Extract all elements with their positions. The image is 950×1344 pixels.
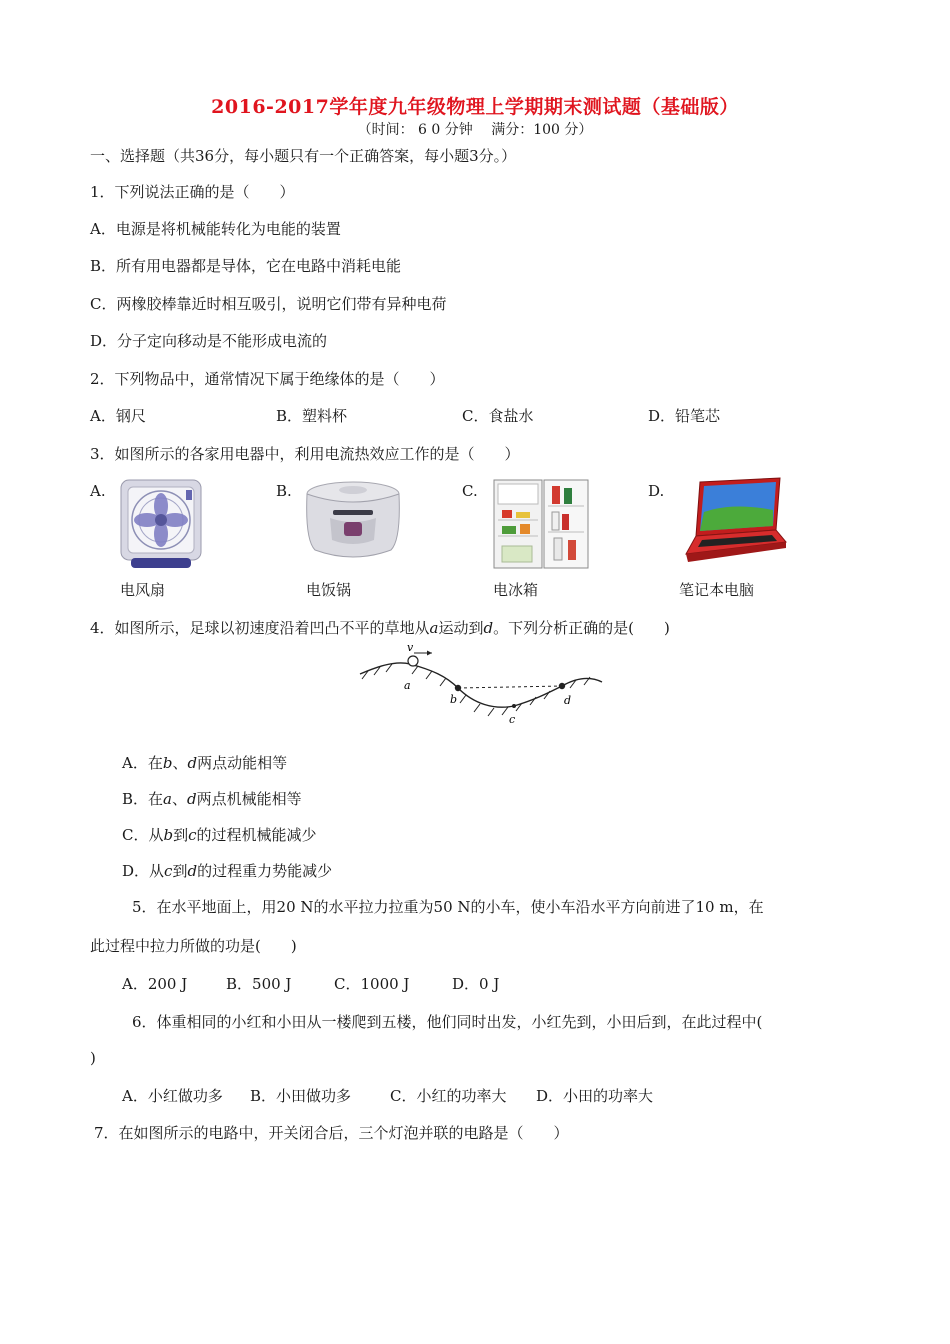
electric-fan-image: [116, 476, 208, 572]
section-heading: 一、选择题（共36分，每小题只有一个正确答案，每小题3分。）: [90, 147, 517, 165]
question-1-option-a: A．电源是将机械能转化为电能的装置: [90, 220, 341, 238]
question-6-option-c: C．小红的功率大: [390, 1087, 507, 1105]
rice-cooker-image: [300, 478, 406, 564]
question-4-option-a: A．在b、d两点动能相等: [122, 754, 288, 772]
question-2-option-d: D．铅笔芯: [648, 407, 721, 425]
caption-refrigerator: 电冰箱: [493, 581, 539, 599]
point-d-label: d: [564, 694, 572, 707]
question-2-option-a: A．钢尺: [90, 407, 146, 425]
question-4-stem: 4．如图所示，足球以初速度沿着凹凸不平的草地从a运动到d。下列分析正确的是( ): [90, 619, 670, 637]
caption-laptop: 笔记本电脑: [679, 581, 755, 599]
option-letter-d: D.: [648, 482, 665, 500]
page-title: 2016-2017学年度九年级物理上学期期末测试题（基础版）: [211, 96, 739, 118]
option-letter-a: A.: [90, 482, 106, 500]
point-b-label: b: [450, 693, 458, 706]
velocity-label: v: [407, 644, 414, 654]
option-letter-c: C.: [462, 482, 478, 500]
question-7-stem: 7．在如图所示的电路中，开关闭合后，三个灯泡并联的电路是（ ）: [94, 1124, 569, 1142]
question-6-option-b: B．小田做功多: [250, 1087, 352, 1105]
question-2-option-b: B．塑料杯: [276, 407, 348, 425]
question-6-stem-line-1: 6．体重相同的小红和小田从一楼爬到五楼，他们同时出发，小红先到，小田后到，在此过程中(: [132, 1013, 763, 1031]
exam-info: （时间： 6 0 分钟 满分：100 分）: [357, 122, 593, 138]
question-5-option-d: D．0 J: [452, 975, 500, 993]
question-6-option-d: D．小田的功率大: [536, 1087, 654, 1105]
option-letter-b: B.: [276, 482, 292, 500]
question-2-option-c: C．食盐水: [462, 407, 534, 425]
question-1-stem: 1．下列说法正确的是（ ）: [90, 183, 295, 201]
point-c-label: c: [509, 713, 516, 726]
question-1-option-b: B．所有用电器都是导体，它在电路中消耗电能: [90, 257, 402, 275]
question-5-option-c: C．1000 J: [334, 975, 410, 993]
question-1-option-c: C．两橡胶棒靠近时相互吸引，说明它们带有异种电荷: [90, 295, 447, 313]
question-6-stem-line-2: ): [90, 1049, 96, 1067]
question-1-option-d: D．分子定向移动是不能形成电流的: [90, 332, 328, 350]
point-a-label: a: [404, 679, 411, 692]
question-5-stem-line-1: 5．在水平地面上，用20 N的水平拉力拉重为50 N的小车，使小车沿水平方向前进了10 m，在: [132, 898, 764, 916]
caption-rice-cooker: 电饭锅: [306, 581, 352, 599]
caption-electric-fan: 电风扇: [120, 581, 166, 599]
football-terrain-diagram: [354, 644, 608, 726]
question-4-option-c: C．从b到c的过程机械能减少: [122, 826, 317, 844]
question-2-stem: 2．下列物品中，通常情况下属于绝缘体的是（ ）: [90, 370, 445, 388]
question-3-stem: 3．如图所示的各家用电器中，利用电流热效应工作的是（ ）: [90, 445, 520, 463]
question-4-option-d: D．从c到d的过程重力势能减少: [122, 862, 333, 880]
laptop-image: [672, 476, 790, 568]
question-6-option-a: A．小红做功多: [122, 1087, 223, 1105]
question-4-option-b: B．在a、d两点机械能相等: [122, 790, 302, 808]
question-5-option-a: A．200 J: [122, 975, 188, 993]
question-5-option-b: B．500 J: [226, 975, 292, 993]
question-5-stem-line-2: 此过程中拉力所做的功是( ): [90, 937, 297, 955]
refrigerator-image: [490, 476, 600, 572]
